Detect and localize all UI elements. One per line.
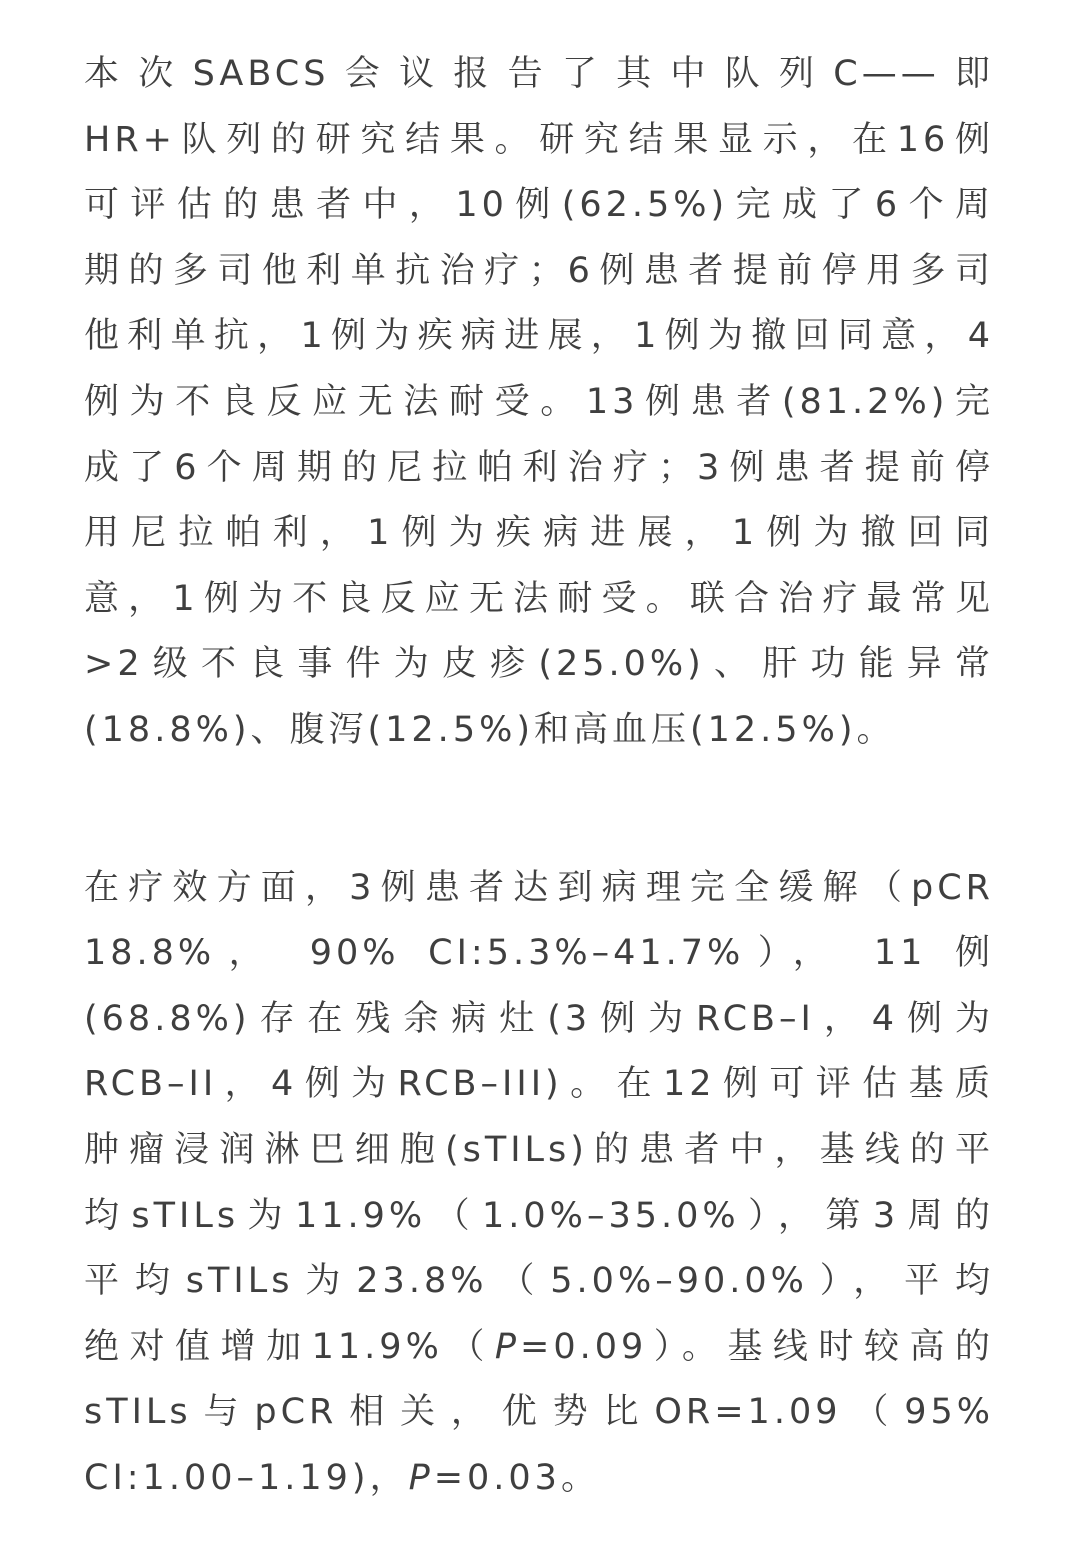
text-line: 平均sTILs为23.8%（5.0%–90.0%），平均	[84, 1261, 994, 1302]
text-segment: =0.03。	[433, 1457, 600, 1498]
paragraph-efficacy	[84, 856, 994, 1512]
text-line: 意，1例为不良反应无法耐受。联合治疗最常见	[84, 578, 994, 619]
text-line: sTILs与pCR相关，优势比OR=1.09（95%	[84, 1392, 994, 1433]
text-line-p-value	[84, 1446, 994, 1512]
text-line: (68.8%)存在残余病灶(3例为RCB–I，4例为	[84, 998, 994, 1039]
article-body	[84, 42, 994, 1511]
text-line: 18.8%， 90% CI:5.3%–41.7%）， 11 例	[84, 933, 994, 974]
text-line: HR+队列的研究结果。研究结果显示，在16例	[84, 119, 994, 160]
text-line: 用尼拉帕利，1例为疾病进展，1例为撤回同	[84, 513, 994, 554]
text-line: 例为不良反应无法耐受。13例患者(81.2%)完	[84, 381, 994, 422]
text-line: 可评估的患者中，10例(62.5%)完成了6个周	[84, 185, 994, 226]
text-line: 他利单抗，1例为疾病进展，1例为撤回同意，4	[84, 316, 994, 357]
p-italic-label: P	[408, 1457, 434, 1498]
text-line: RCB–II，4例为RCB–III)。在12例可评估基质	[84, 1064, 994, 1105]
paragraph-cohort-c-safety	[84, 42, 994, 764]
text-segment: CI:1.00–1.19)，	[84, 1457, 409, 1498]
text-line: 在疗效方面，3例患者达到病理完全缓解（pCR	[84, 867, 994, 908]
text-line: (18.8%)、腹泻(12.5%)和高血压(12.5%)。	[84, 709, 896, 750]
text-segment: 绝对值增加11.9%（	[84, 1326, 495, 1367]
p-italic-label: P	[494, 1326, 521, 1367]
text-line: 肿瘤浸润淋巴细胞(sTILs)的患者中，基线的平	[84, 1129, 994, 1170]
text-line: 期的多司他利单抗治疗；6例患者提前停用多司	[84, 250, 994, 291]
text-line: 本次SABCS会议报告了其中队列C——即	[84, 54, 994, 94]
paragraph-spacer	[84, 764, 994, 856]
text-line: 成了6个周期的尼拉帕利治疗；3例患者提前停	[84, 447, 994, 488]
text-line: 均sTILs为11.9%（1.0%–35.0%），第3周的	[84, 1195, 994, 1236]
text-line: >2级不良事件为皮疹(25.0%)、肝功能异常	[84, 644, 994, 685]
text-segment: =0.09）。基线时较高的	[520, 1326, 994, 1367]
text-line-p-value	[84, 1315, 994, 1381]
